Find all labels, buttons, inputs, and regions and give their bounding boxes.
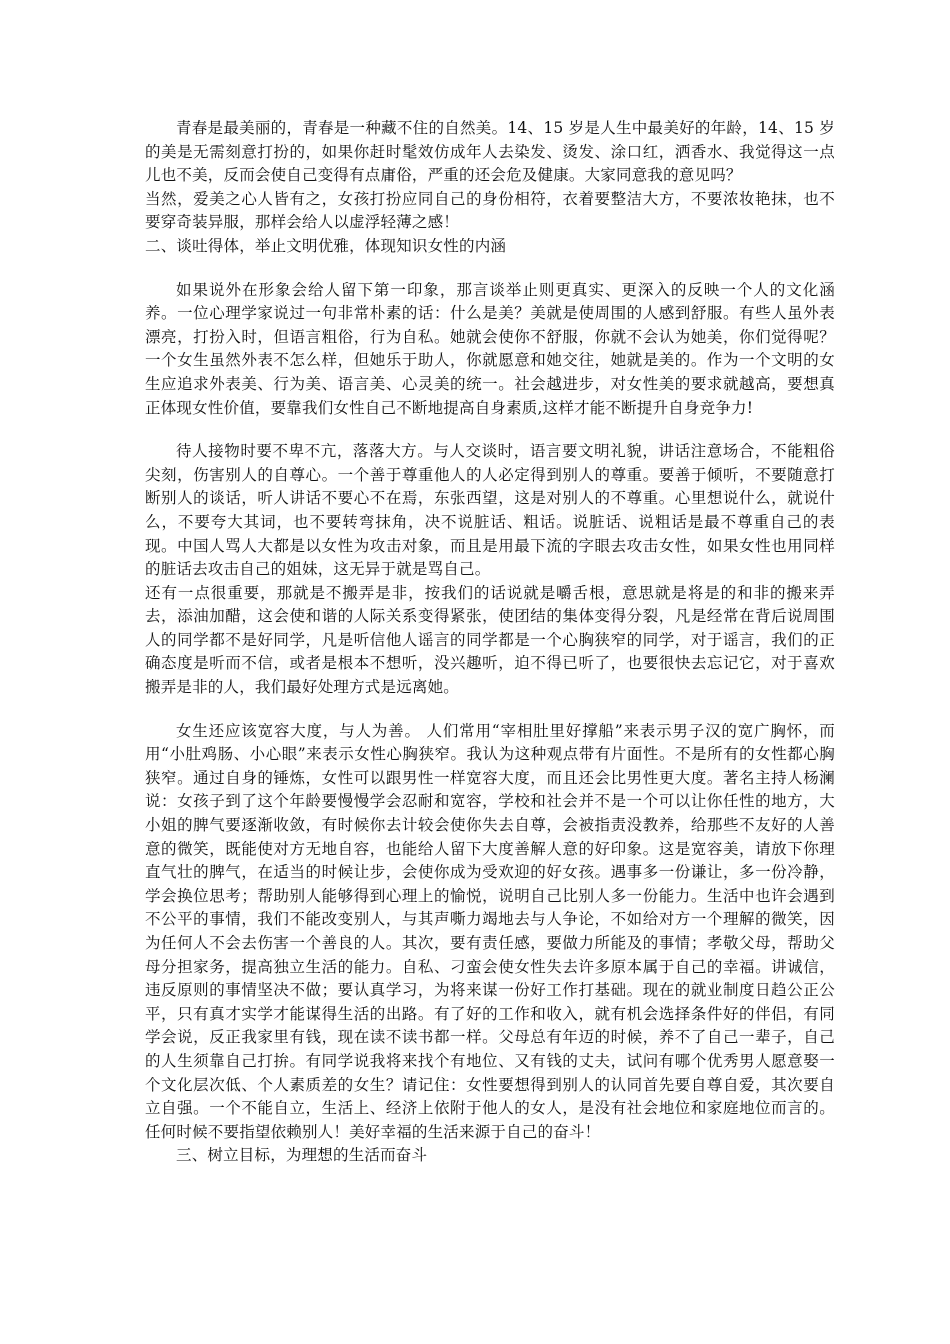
document-body: [145, 117, 835, 1168]
section-heading-2: 二、谈吐得体，举止文明优雅，体现知识女性的内涵: [145, 236, 507, 255]
section-heading-3: 三、树立目标，为理想的生活而奋斗: [176, 1146, 428, 1165]
paragraph-youth-beauty: 青春是最美丽的，青春是一种藏不住的自然美。14、15 岁是人生中最美好的年龄，14、15 岁的美是无需刻意打扮的，如果你赶时髦效仿成年人去染发、烫发、涂口红，洒香水、我觉得这一点儿也不美，反而会使自己变得有点庸俗，严重的还会危及健康。大家同意我的意见吗？: [145, 119, 835, 185]
paragraph-tolerance: 女生还应该宽容大度，与人为善。 人们常用“宰相肚里好撑船”来表示男子汉的宽广胸怀，而用“小肚鸡肠、小心眼”来表示女性心胸狭窄。我认为这种观点带有片面性。不是所有的女性都心胸狭窄。通过自身的锤炼，女性可以跟男性一样宽容大度，而且还会比男性更大度。著名主持人杨澜说：女孩子到了这个年龄要慢慢学会忍耐和宽容，学校和社会并不是一个可以让你任性的地方，大小姐的脾气要逐渐收敛，有时候你去计较会使你失去自尊，会被指责没教养，给那些不友好的人善意的微笑，既能使对方无地自容，也能给人留下大度善解人意的好印象。这是宽容美，请放下你理直气壮的脾气，在适当的时候让步，会使你成为受欢迎的好女孩。遇事多一份谦让，多一份冷静，学会换位思考；帮助别人能够得到心理上的愉悦，说明自己比别人多一份能力。生活中也许会遇到不公平的事情，我们不能改变别人，与其声嘶力竭地去与人争论，不如给对方一个理解的微笑，因为任何人不会去伤害一个善良的人。其次，要有责任感，要做力所能及的事情；孝敬父母，帮助父母分担家务，提高独立生活的能力。自私、刁蛮会使女性失去许多原本属于自己的幸福。讲诚信，违反原则的事情坚决不做；要认真学习，为将来谋一份好工作打基础。现在的就业制度日趋公正公平，只有真才实学才能谋得生活的出路。有了好的工作和收入，就有机会选择条件好的伴侣，有同学会说，反正我家里有钱，现在读不读书都一样。父母总有年迈的时候，养不了自己一辈子，自己的人生须靠自己打拚。有同学说我将来找个有地位、又有钱的丈夫，试问有哪个优秀男人愿意娶一个文化层次低、个人素质差的女生？请记住：女性要想得到别人的认同首先要自尊自爱，其次要自立自强。一个不能自立，生活上、经济上依附于他人的女人，是没有社会地位和家庭地位而言的。任何时候不要指望依赖别人！美好幸福的生活来源于自己的奋斗！: [145, 721, 835, 1141]
paragraph-dress-appropriately: 当然，爱美之心人皆有之，女孩打扮应同自己的身份相符，衣着要整洁大方，不要浓妆艳抹，也不要穿奇装异服，那样会给人以虚浮轻薄之感！: [145, 189, 835, 232]
paragraph-speech-manners: 如果说外在形象会给人留下第一印象，那言谈举止则更真实、更深入的反映一个人的文化涵养。一位心理学家说过一句非常朴素的话：什么是美？美就是使周围的人感到舒服。有些人虽外表漂亮，打扮入时，但语言粗俗，行为自私。她就会使你不舒服，你就不会认为她美，你们觉得呢？一个女生虽然外表不怎么样，但她乐于助人，你就愿意和她交往，她就是美的。作为一个文明的女生应追求外表美、行为美、语言美、心灵美的统一。社会越进步，对女性美的要求就越高，要想真正体现女性价值，要靠我们女性自己不断地提高自身素质,这样才能不断提升自身竞争力!: [145, 280, 835, 417]
paragraph-treat-others: 待人接物时要不卑不亢，落落大方。与人交谈时，语言要文明礼貌，讲话注意场合，不能粗俗尖刻，伤害别人的自尊心。一个善于尊重他人的人必定得到别人的尊重。要善于倾听，不要随意打断别人的谈话，听人讲话不要心不在焉，东张西望，这是对别人的不尊重。心里想说什么，就说什么，不要夸大其词，也不要转弯抹角，决不说脏话、粗话。说脏话、说粗话是最不尊重自己的表现。中国人骂人大都是以女性为攻击对象，而且是用最下流的字眼去攻击女性，如果女性也用同样的脏话去攻击自己的姐妹，这无异于就是骂自己。: [145, 442, 835, 579]
paragraph-no-gossip: 还有一点很重要，那就是不搬弄是非，按我们的话说就是嚼舌根，意思就是将是的和非的搬来弄去，添油加醋，这会使和谐的人际关系变得紧张，使团结的集体变得分裂，凡是经常在背后说周围人的同学都不是好同学，凡是听信他人谣言的同学都是一个心胸狭窄的同学，对于谣言，我们的正确态度是听而不信，或者是根本不想听，没兴趣听，迫不得已听了，也要很快去忘记它，对于喜欢搬弄是非的人，我们最好处理方式是远离她。: [145, 583, 835, 697]
